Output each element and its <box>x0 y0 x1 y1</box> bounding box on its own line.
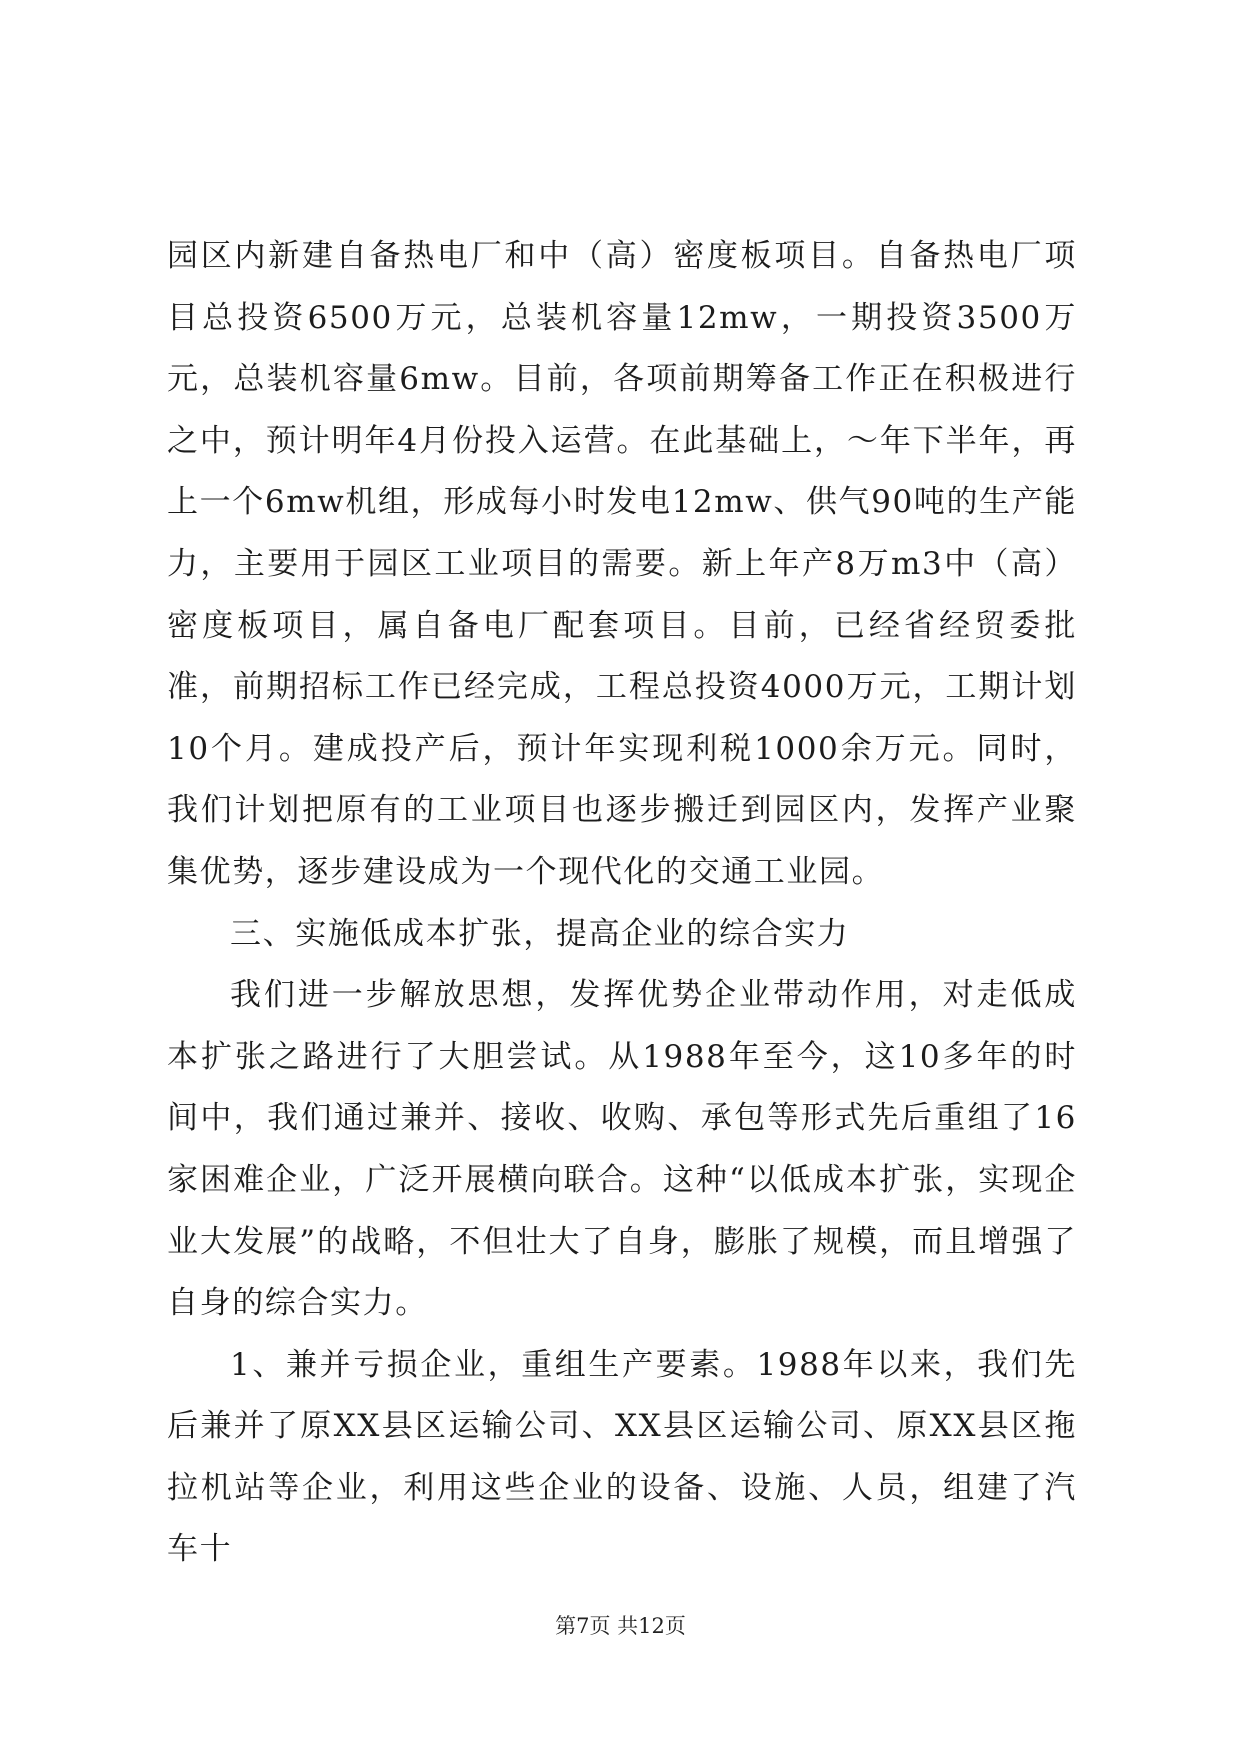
paragraph-park-projects: 园区内新建自备热电厂和中（高）密度板项目。自备热电厂项目总投资6500万元，总装机容量12mw，一期投资3500万元，总装机容量6mw。目前，各项前期筹备工作正在积极进行之中，预计明年4月份投入运营。在此基础上，～年下半年，再上一个6mw机组，形成每小时发电12mw、供气90吨的生产能力，主要用于园区工业项目的需要。新上年产8万m3中（高）密度板项目，属自备电厂配套项目。目前，已经省经贸委批准，前期招标工作已经完成，工程总投资4000万元，工期计划10个月。建成投产后，预计年实现利税1000余万元。同时，我们计划把原有的工业项目也逐步搬迁到园区内，发挥产业聚集优势，逐步建设成为一个现代化的交通工业园。 <box>167 238 1077 890</box>
document-body <box>167 226 1077 1581</box>
paragraph-merger-enterprises: 1、兼并亏损企业，重组生产要素。1988年以来，我们先后兼并了原XX县区运输公司、XX县区运输公司、原XX县区拖拉机站等企业，利用这些企业的设备、设施、人员，组建了汽车十 <box>167 1346 1077 1568</box>
section-heading-low-cost-expansion: 三、实施低成本扩张，提高企业的综合实力 <box>230 915 850 952</box>
paragraph-expansion-strategy: 我们进一步解放思想，发挥优势企业带动作用，对走低成本扩张之路进行了大胆尝试。从1988年至今，这10多年的时间中，我们通过兼并、接收、收购、承包等形式先后重组了16家困难企业，广泛开展横向联合。这种“以低成本扩张，实现企业大发展”的战略，不但壮大了自身，膨胀了规模，而且增强了自身的综合实力。 <box>167 977 1077 1322</box>
page-number-footer: 第7页 共12页 <box>555 1614 686 1638</box>
